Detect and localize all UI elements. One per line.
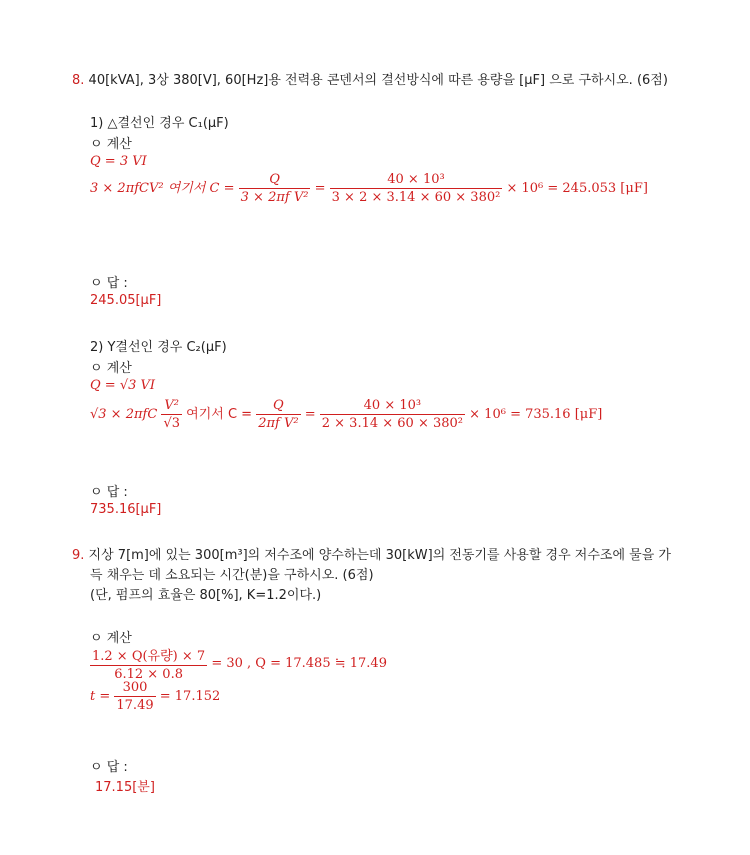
frac-numerator: 1.2 × Q(유량) × 7	[90, 645, 207, 666]
question-text: 40[kVA], 3상 380[V], 60[Hz]용 전력용 콘덴서의 결선방식에 따른 용량을 [μF] 으로 구하시오. (6점)	[88, 73, 668, 88]
part1-title: 1) △결선인 경우 C₁(μF)	[90, 116, 229, 131]
part1-answer: 245.05[μF]	[90, 293, 162, 308]
part2-eq2-leftfrac	[161, 398, 182, 431]
q9-eq1-frac	[90, 645, 207, 682]
q9-eq2	[90, 680, 220, 713]
q9-eq2-lead: t =	[90, 689, 111, 704]
part2-calc-label: ㅇ 계산	[90, 361, 132, 376]
frac-denominator: 3 × 2 × 3.14 × 60 × 380²	[331, 190, 501, 205]
part2-eq2-frac1	[256, 398, 300, 431]
q9-eq2-tail: = 17.152	[159, 689, 221, 704]
frac-numerator: 40 × 10³	[320, 398, 465, 415]
frac-denominator: 17.49	[116, 698, 154, 713]
frac-numerator: Q	[256, 398, 300, 415]
question-number: 9.	[72, 548, 85, 563]
question-9	[72, 544, 671, 563]
frac-denominator: 2 × 3.14 × 60 × 380²	[321, 416, 464, 431]
question-9-line3: (단, 펌프의 효율은 80[%], K=1.2이다.)	[90, 588, 322, 603]
frac-numerator: 40 × 10³	[330, 172, 503, 189]
question-number: 8.	[72, 73, 85, 88]
frac-denominator: 3 × 2πf V²	[240, 190, 309, 205]
part1-eq2-tail: × 10⁶ = 245.053 [μF]	[506, 181, 648, 196]
part1-eq2: 3 × 2πfCV² 여기서 C = $\frac{Q}{\text{3 × 2πf V²}}$ = $\frac{\text{40 × 10³}}{\text{3 × 2 × 3.14 × 60 × 380²}}$ × 10⁶ = 245.053 [μF]	[90, 172, 648, 205]
part2-eq2: √3 × 2πfC $\frac{\text{V²}}{√3}$ 여기서 C = $\frac{Q}{\text{2πf V²}}$ = $\frac{\text{40 × 10³}}{\text{2 × 3.14 × 60 × 380²}}$ × 10⁶ = 735.16 [μF]	[90, 398, 603, 431]
question-text-line1: 지상 7[m]에 있는 300[m³]의 저수조에 양수하는데 30[kW]의 전동기를 사용할 경우 저수조에 물을 가	[88, 548, 671, 563]
q9-answer: 17.15[분]	[95, 780, 155, 795]
q9-calc-label: ㅇ 계산	[90, 631, 132, 646]
part2-eq1: Q = √3 VI	[90, 378, 156, 393]
frac-numerator: V²	[161, 398, 182, 415]
question-8	[72, 69, 668, 88]
frac-denominator: 2πf V²	[258, 416, 299, 431]
part1-calc-label: ㅇ 계산	[90, 137, 132, 152]
part2-eq2-tail: × 10⁶ = 735.16 [μF]	[469, 407, 603, 422]
part2-eq2-mid: 여기서 C =	[186, 407, 253, 422]
part2-answer: 735.16[μF]	[90, 502, 162, 517]
frac-numerator: Q	[239, 172, 311, 189]
part2-title: 2) Y결선인 경우 C₂(μF)	[90, 340, 227, 355]
part1-eq2-left: 3 × 2πfCV² 여기서 C =	[90, 181, 235, 196]
part1-answer-label: ㅇ 답 :	[90, 276, 128, 291]
q9-eq1	[90, 645, 387, 682]
frac-numerator: 300	[114, 680, 155, 697]
part1-eq2-frac2	[330, 172, 503, 205]
part1-eq1: Q = 3 VI	[90, 154, 147, 169]
part2-eq2-frac2	[320, 398, 465, 431]
q9-answer-label: ㅇ 답 :	[90, 760, 128, 775]
q9-eq1-tail: = 30 , Q = 17.485 ≒ 17.49	[211, 656, 387, 671]
question-9-line2: 득 채우는 데 소요되는 시간(분)을 구하시오. (6점)	[90, 568, 374, 583]
q9-eq2-frac	[114, 680, 155, 713]
part2-eq2-lead: √3 × 2πfC	[90, 407, 158, 422]
part1-eq2-frac1	[239, 172, 311, 205]
part2-answer-label: ㅇ 답 :	[90, 485, 128, 500]
frac-denominator: √3	[163, 416, 180, 431]
frac-denominator: 6.12 × 0.8	[114, 667, 183, 682]
